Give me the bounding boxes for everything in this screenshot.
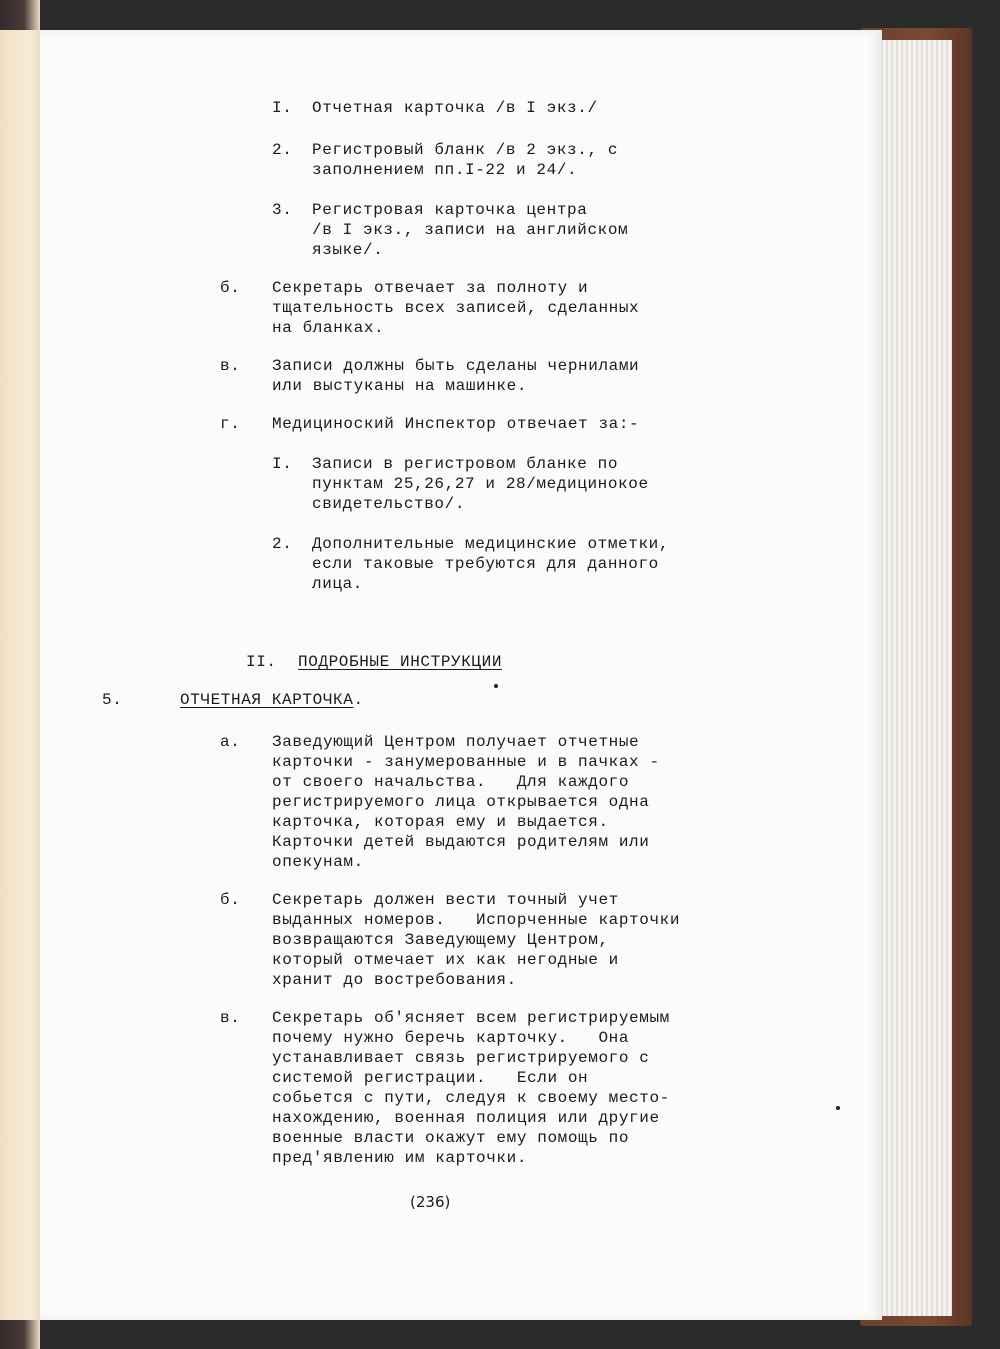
- item-marker: б.: [220, 279, 241, 297]
- paragraph-line: почему нужно беречь карточку. Она: [272, 1029, 630, 1047]
- paragraph-marker: б.: [220, 891, 241, 909]
- ink-dot: [836, 1106, 840, 1110]
- item-line: /в I экз., записи на английском: [312, 221, 629, 239]
- item-marker: 3.: [272, 201, 293, 219]
- paragraph-line: собьется с пути, следуя к своему место-: [272, 1089, 670, 1107]
- item-line: Секретарь отвечает за полноту и: [272, 279, 589, 297]
- item-marker: I.: [272, 99, 293, 117]
- subsection-title: ОТЧЕТНАЯ КАРТОЧКА: [180, 691, 354, 709]
- item-line: тщательность всех записей, сделанных: [272, 299, 640, 317]
- subsection-heading: [180, 690, 364, 710]
- paragraph-line: от своего начальства. Для каждого: [272, 773, 630, 791]
- paragraph-line: военные власти окажут ему помощь по: [272, 1129, 630, 1147]
- item-line: заполнением пп.I-22 и 24/.: [312, 161, 578, 179]
- item-line: или выстуканы на машинке.: [272, 377, 528, 395]
- item-line: Дополнительные медицинские отметки,: [312, 535, 670, 553]
- item-line: если таковые требуются для данного: [312, 555, 659, 573]
- paragraph-line: который отмечает их как негодные и: [272, 951, 619, 969]
- paragraph-line: Заведующий Центром получает отчетные: [272, 733, 640, 751]
- item-line: Медициноский Инспектор отвечает за:-: [272, 415, 640, 433]
- paragraph-line: Карточки детей выдаются родителям или: [272, 833, 650, 851]
- item-line: на бланках.: [272, 319, 385, 337]
- paragraph-line: Секретарь должен вести точный учет: [272, 891, 619, 909]
- item-marker: в.: [220, 357, 241, 375]
- paragraph-line: Секретарь об'ясняет всем регистрируемым: [272, 1009, 670, 1027]
- paragraph-marker: а.: [220, 733, 241, 751]
- paragraph-line: устанавливает связь регистрируемого с: [272, 1049, 650, 1067]
- item-marker: 2.: [272, 535, 293, 553]
- item-marker: г.: [220, 415, 241, 433]
- section-number: II.: [246, 653, 277, 671]
- paragraph-line: нахождению, военная полиция или другие: [272, 1109, 660, 1127]
- item-line: свидетельство/.: [312, 495, 466, 513]
- item-line: Регистровый бланк /в 2 экз., с: [312, 141, 619, 159]
- book-binding: [0, 30, 45, 1320]
- paragraph-line: выданных номеров. Испорченные карточки: [272, 911, 681, 929]
- item-line: пунктам 25,26,27 и 28/медицинокое: [312, 475, 649, 493]
- paragraph-line: регистрируемого лица открывается одна: [272, 793, 650, 811]
- page-number: (236): [410, 1193, 451, 1211]
- paragraph-line: системой регистрации. Если он: [272, 1069, 589, 1087]
- item-line: Отчетная карточка /в I экз./: [312, 99, 598, 117]
- item-line: Записи в регистровом бланке по: [312, 455, 619, 473]
- item-marker: I.: [272, 455, 293, 473]
- paragraph-line: возвращаются Заведующему Центром,: [272, 931, 609, 949]
- paragraph-line: карточка, которая ему и выдается.: [272, 813, 609, 831]
- paragraph-line: опекунам.: [272, 853, 364, 871]
- paragraph-line: пред'явлению им карточки.: [272, 1149, 528, 1167]
- document-page: [40, 30, 882, 1320]
- item-line: Записи должны быть сделаны чернилами: [272, 357, 640, 375]
- item-marker: 2.: [272, 141, 293, 159]
- paragraph-line: хранит до востребования.: [272, 971, 517, 989]
- paragraph-line: карточки - занумерованные и в пачках -: [272, 753, 660, 771]
- paragraph-marker: в.: [220, 1009, 241, 1027]
- subsection-suffix: .: [353, 691, 364, 709]
- item-line: лица.: [312, 575, 364, 593]
- subsection-number: 5.: [102, 691, 123, 709]
- item-line: Регистровая карточка центра: [312, 201, 588, 219]
- section-title: ПОДРОБНЫЕ ИНСТРУКЦИИ: [298, 653, 503, 671]
- ink-dot: [494, 684, 498, 688]
- item-line: языке/.: [312, 241, 384, 259]
